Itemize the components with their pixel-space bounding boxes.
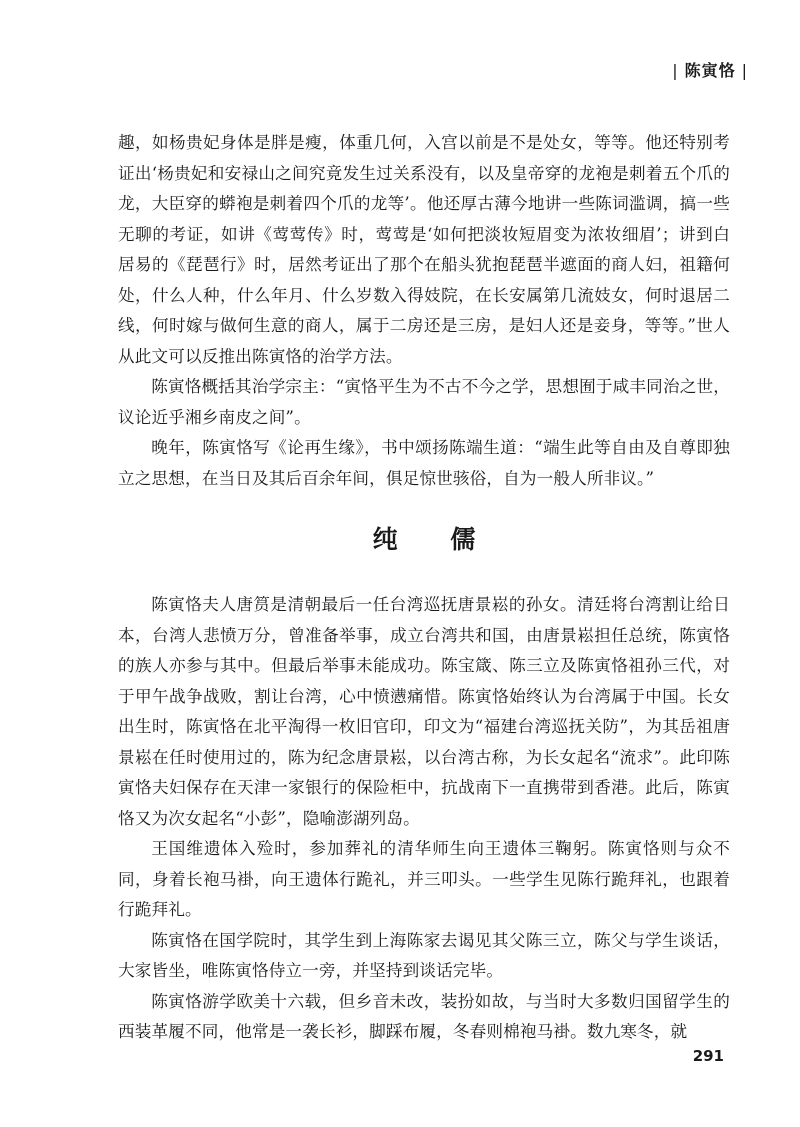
paragraph-study-principle: 陈寅恪概括其治学宗主：“寅恪平生为不古不今之学，思想囿于咸丰同治之世，议论近乎湘乡南皮之间”。 xyxy=(118,377,730,427)
page-number: 291 xyxy=(692,1047,724,1065)
header-bar-left: | xyxy=(672,61,679,80)
header-bar-right: | xyxy=(741,61,748,80)
section-title: 纯 儒 xyxy=(372,525,498,554)
header-title: 陈寅恪 xyxy=(684,61,736,80)
paragraph-attire: 陈寅恪游学欧美十六载，但乡音未改，装扮如故，与当时大多数归国留学生的西装革履不同，他常是一袭长衫，脚踩布履，冬春则棉袍马褂。数九寒冬，就 xyxy=(118,991,730,1041)
running-header xyxy=(666,58,754,81)
paragraph-guoxueyuan: 陈寅恪在国学院时，其学生到上海陈家去谒见其父陈三立，陈父与学生谈话，大家皆坐，唯陈寅恪侍立一旁，并坚持到谈话完毕。 xyxy=(118,930,730,980)
paragraph-wang-guowei-funeral: 王国维遗体入殓时，参加葬礼的清华师生向王遗体三鞠躬。陈寅恪则与众不同，身着长袍马褂，向王遗体行跪礼，并三叩头。一些学生见陈行跪拜礼，也跟着行跪拜礼。 xyxy=(118,839,730,919)
paragraph-zaishengyuan: 晚年，陈寅恪写《论再生缘》，书中颂扬陈端生道：“端生此等自由及自尊即独立之思想，在当日及其后百余年间，俱足惊世骇俗，自为一般人所非议。” xyxy=(118,438,730,488)
page-body xyxy=(118,128,730,1048)
paragraph-tang-yun: 陈寅恪夫人唐筼是清朝最后一任台湾巡抚唐景崧的孙女。清廷将台湾割让给日本，台湾人悲愤万分，曾准备举事，成立台湾共和国，由唐景崧担任总统，陈寅恪的族人亦参与其中。但最后举事未能成功。陈宝箴、陈三立及陈寅恪祖孙三代，对于甲午战争战败，割让台湾，心中愤懑痛惜。陈寅恪始终认为台湾属于中国。长女出生时，陈寅恪在北平淘得一枚旧官印，印文为“福建台湾巡抚关防”，为其岳祖唐景崧在任时使用过的，陈为纪念唐景崧，以台湾古称，为长女起名“流求”。此印陈寅恪夫妇保存在天津一家银行的保险柜中，抗战南下一直携带到香港。此后，陈寅恪又为次女起名“小彭”，隐喻澎湖列岛。 xyxy=(118,595,730,828)
paragraph-continued: 趣，如杨贵妃身体是胖是瘦，体重几何，入宫以前是不是处女，等等。他还特别考证出‘杨贵妃和安禄山之间究竟发生过关系没有，以及皇帝穿的龙袍是刺着五个爪的龙，大臣穿的蟒袍是刺着四个爪的龙等’。他还厚古薄今地讲一些陈词滥调，搞一些无聊的考证，如讲《莺莺传》时，莺莺是‘如何把淡妆短眉变为浓妆细眉’；讲到白居易的《琵琶行》时，居然考证出了那个在船头犹抱琵琶半遮面的商人妇，祖籍何处，什么人种，什么年月、什么岁数入得妓院，在长安属第几流妓女，何时退居二线，何时嫁与做何生意的商人，属于二房还是三房，是妇人还是妾身，等等。”世人从此文可以反推出陈寅恪的治学方法。 xyxy=(118,133,730,366)
